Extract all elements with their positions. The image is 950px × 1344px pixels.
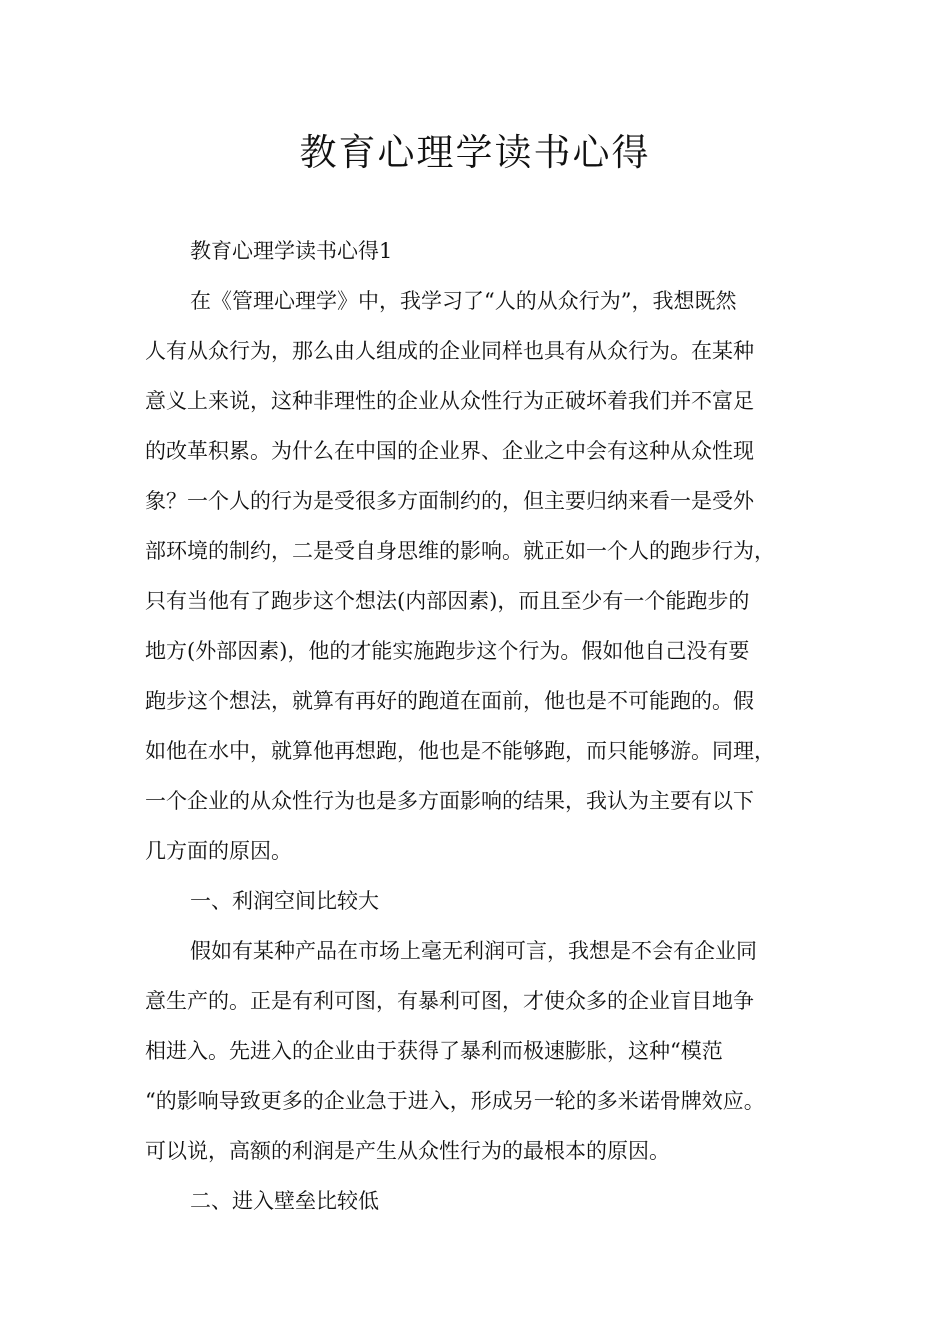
text-line: 教育心理学读书心得1 bbox=[190, 239, 393, 263]
text-line: 意义上来说，这种非理性的企业从众性行为正破坏着我们并不富足 bbox=[145, 389, 754, 413]
text-line: 人有从众行为，那么由人组成的企业同样也具有从众行为。在某种 bbox=[145, 339, 754, 363]
section-heading-2 bbox=[145, 1176, 825, 1226]
text-line: 只有当他有了跑步这个想法(内部因素)，而且至少有一个能跑步的 bbox=[145, 589, 750, 613]
text-line: 跑步这个想法，就算有再好的跑道在面前，他也是不可能跑的。假 bbox=[145, 689, 754, 713]
text-line: 相进入。先进入的企业由于获得了暴利而极速膨胀，这种“模范 bbox=[145, 1039, 723, 1063]
text-line: 二、进入壁垒比较低 bbox=[190, 1189, 379, 1213]
text-line: 一、利润空间比较大 bbox=[190, 889, 379, 913]
text-line: 在《管理心理学》中，我学习了“人的从众行为”，我想既然 bbox=[190, 289, 737, 313]
text-line: 一个企业的从众性行为也是多方面影响的结果，我认为主要有以下 bbox=[145, 789, 754, 813]
text-line: 意生产的。正是有利可图，有暴利可图，才使众多的企业盲目地争 bbox=[145, 989, 754, 1013]
text-line: “的影响导致更多的企业急于进入，形成另一轮的多米诺骨牌效应。 bbox=[145, 1089, 765, 1113]
text-line: 的改革积累。为什么在中国的企业界、企业之中会有这种从众性现 bbox=[145, 439, 754, 463]
text-line: 可以说，高额的利润是产生从众性行为的最根本的原因。 bbox=[145, 1139, 670, 1163]
text-line: 几方面的原因。 bbox=[145, 839, 292, 863]
text-line: 地方(外部因素)，他的才能实施跑步这个行为。假如他自己没有要 bbox=[145, 639, 750, 663]
document-body bbox=[145, 226, 825, 1226]
text-line: 假如有某种产品在市场上毫无利润可言，我想是不会有企业同 bbox=[190, 939, 757, 963]
text-line: 象？一个人的行为是受很多方面制约的，但主要归纳来看一是受外 bbox=[145, 489, 754, 513]
paragraph-subtitle bbox=[145, 226, 825, 276]
section-heading-1 bbox=[145, 876, 825, 926]
text-line: 部环境的制约，二是受自身思维的影响。就正如一个人的跑步行为， bbox=[145, 539, 775, 563]
paragraph-section-1 bbox=[145, 926, 825, 1176]
document-title: 教育心理学读书心得 bbox=[299, 131, 651, 174]
text-line: 如他在水中，就算他再想跑，他也是不能够跑，而只能够游。同理， bbox=[145, 739, 775, 763]
paragraph-intro bbox=[145, 276, 825, 876]
